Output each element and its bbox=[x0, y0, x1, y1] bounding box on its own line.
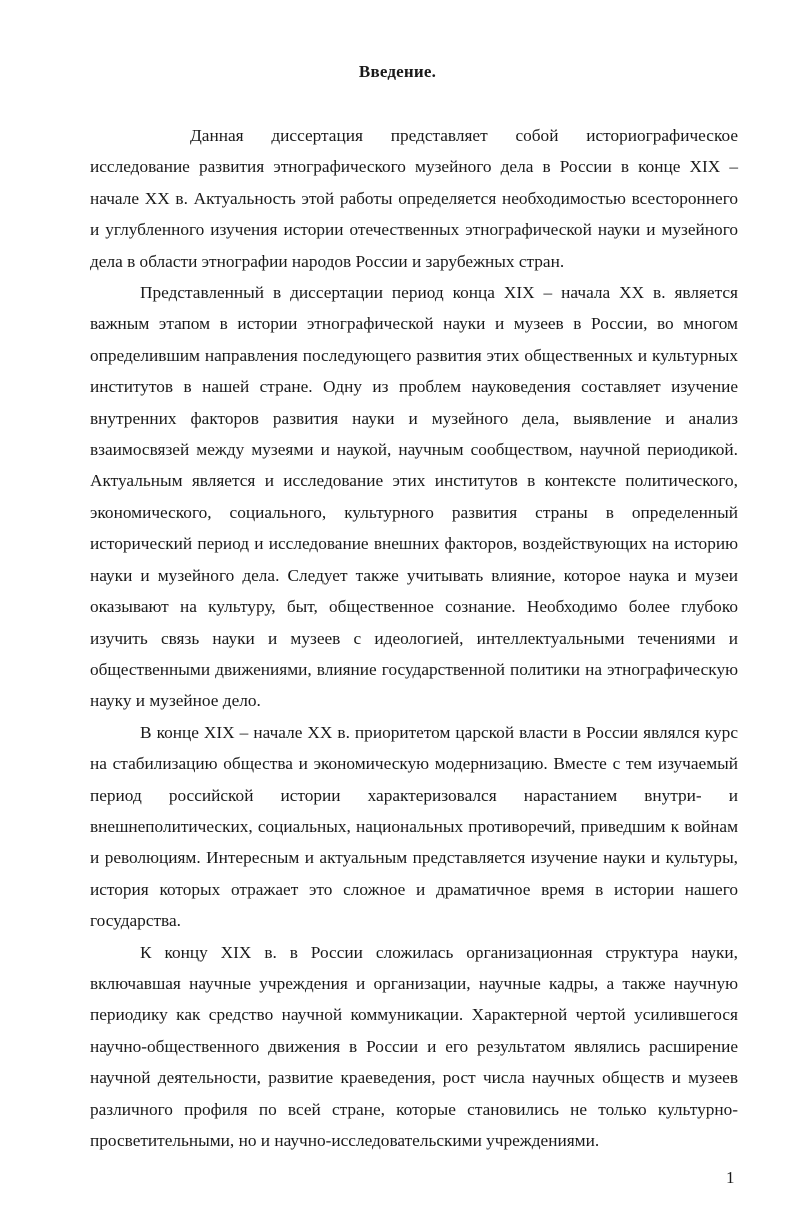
paragraph-intro: Данная диссертация представляет собой историографическое исследование развития этнографического музейного дела в России в конце XIX – начале XX в. Актуальность этой работы определяется необходимостью всестороннего и углубленного изучения истории отечественных этнографической науки и музейного дела в области этнографии народов России и зарубежных стран. bbox=[90, 126, 738, 271]
paragraph-structure: К концу XIX в. в России сложилась организационная структура науки, включавшая научные учреждения и организации, научные кадры, а также научную периодику как средство научной коммуникации. Характерной чертой усилившегося научно-общественного движения в России и его результатом являлись расширение научной деятельности, развитие краеведения, рост числа научных обществ и музеев различного профиля по всей стране, которые становились не только культурно-просветительными, но и научно-исследовательскими учреждениями. bbox=[90, 942, 738, 1150]
paragraph-context: В конце XIX – начале XX в. приоритетом царской власти в России являлся курс на стабилизацию общества и экономическую модернизацию. Вместе с тем изучаемый период российской истории характеризовался нарастанием внутри- и внешнеполитических, социальных, национальных противоречий, приведшим к войнам и революциям. Интересным и актуальным представляется изучение науки и культуры, история которых отражает это сложное и драматичное время в истории нашего государства. bbox=[90, 722, 738, 931]
page-number: 1 bbox=[726, 1168, 735, 1187]
document-body bbox=[90, 120, 738, 1156]
paragraph-period: Представленный в диссертации период конца XIX – начала XX в. является важным этапом в истории этнографической науки и музеев в России, во многом определившим направления последующего развития этих общественных и культурных институтов в нашей стране. Одну из проблем науковедения составляет изучение внутренних факторов развития науки и музейного дела, выявление и анализ взаимосвязей между музеями и наукой, научным сообществом, научной периодикой. Актуальным является и исследование этих институтов в контексте политического, экономического, социального, культурного развития страны в определенный исторический период и исследование внешних факторов, воздействующих на историю науки и музейного дела. Следует также учитывать влияние, которое наука и музеи оказывают на культуру, быт, общественное сознание. Необходимо более глубоко изучить связь науки и музеев с идеологией, интеллектуальными течениями и общественными движениями, влияние государственной политики на этнографическую науку и музейное дело. bbox=[90, 283, 738, 711]
document-title: Введение. bbox=[358, 62, 437, 81]
